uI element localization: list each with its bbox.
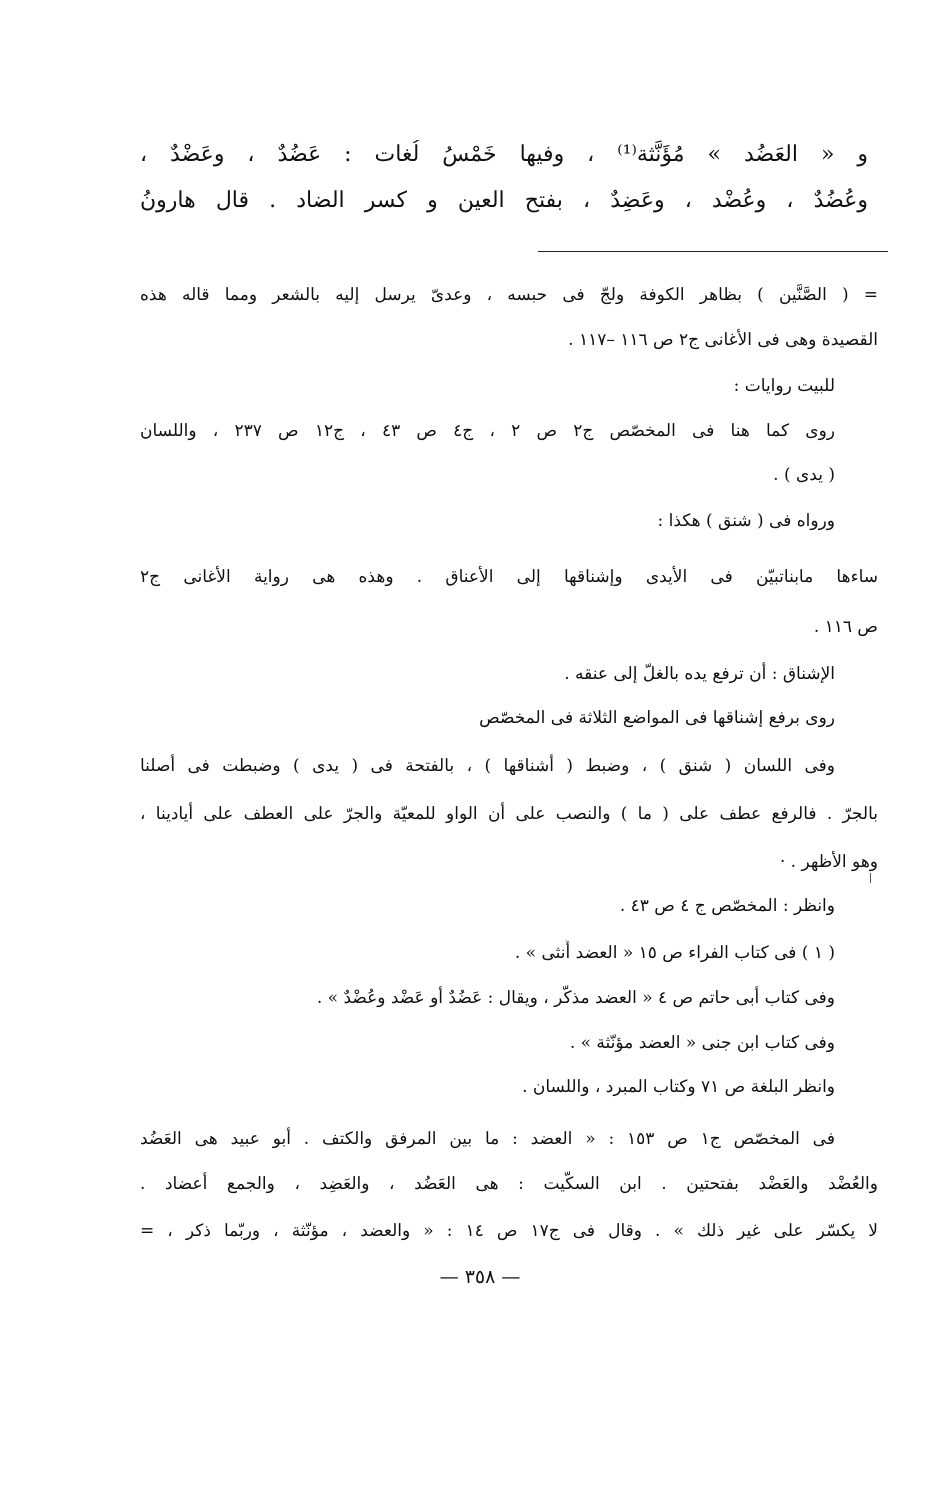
footnote-line-10: روى برفع إشناقها فى المواضع الثلاثة فى المخصّص bbox=[479, 708, 835, 728]
footnote-line-2: القصيدة وهى فى الأغانى ج٢ ص ١١٦ –١١٧ . bbox=[568, 330, 878, 350]
footnote-line-14: وانظر : المخصّص ج ٤ ص ٤٣ . bbox=[619, 896, 835, 916]
footnote-line-4: روى كما هنا فى المخصّص ج٢ ص ٢ ، ج٤ ص ٤٣ ، ج١٢ ص ٢٣٧ ، واللسان bbox=[140, 421, 835, 441]
footnote-line-7: ساءها مابناتبيّن فى الأيدى وإشناقها إلى الأعناق . وهذه هى رواية الأغانى ج٢ bbox=[140, 567, 878, 587]
footnote-line-5: ( يدى ) . bbox=[773, 465, 835, 485]
footnote-line-16: وفى كتاب أبى حاتم ص ٤ « العضد مذكّر ، ويقال : عَضُدٌ أو عَضْد وعُضْدٌ » . bbox=[316, 988, 835, 1008]
main-text-line-1: و « العَضُد » مُؤَنَّثة⁽¹⁾ ، وفيها خَمْسُ لُغات : عَضُدٌ ، وعَضْدٌ ، bbox=[140, 142, 868, 167]
footnote-line-6: ورواه فى ( شنق ) هكذا : bbox=[657, 511, 835, 531]
footnote-line-13: وهو الأظهر . · bbox=[779, 852, 878, 872]
footnote-line-12: بالجرّ . فالرفع عطف على ( ما ) والنصب على أن الواو للمعيّة والجرّ على العطف على أيادينا ، bbox=[140, 804, 878, 824]
page-number: — ٣٥٨ — bbox=[439, 1266, 521, 1288]
footnote-line-19: فى المخصّص ج١ ص ١٥٣ : « العضد : ما بين المرفق والكتف . أبو عبيد هى العَضُد bbox=[140, 1129, 835, 1149]
footnote-line-8: ص ١١٦ . bbox=[813, 617, 878, 637]
footnote-separator-rule bbox=[538, 251, 888, 252]
footnote-line-17: وفى كتاب ابن جنى « العضد مؤنّثة » . bbox=[569, 1033, 835, 1053]
footnote-line-20: والعُضْد والعَضْد بفتحتين . ابن السكّيت : هى العَضُد ، والعَضِد ، والجمع أعضاد . bbox=[140, 1174, 878, 1194]
footnote-line-15: ( ١ ) فى كتاب الفراء ص ١٥ « العضد أُنثى » . bbox=[514, 943, 835, 963]
margin-mark bbox=[870, 873, 874, 883]
footnote-line-1: = ( الصَّنَّين ) بظاهر الكوفة ولجّ فى حبسه ، وعدىّ يرسل إليه بالشعر ومما قاله هذه bbox=[140, 285, 878, 305]
footnote-line-18: وانظر البلغة ص ٧١ وكتاب المبرد ، واللسان . bbox=[522, 1077, 835, 1097]
footnote-line-11: وفى اللسان ( شنق ) ، وضبط ( أشناقها ) ، بالفتحة فى ( يدى ) وضبطت فى أصلنا bbox=[140, 756, 835, 776]
main-text-line-2: وعُضُدٌ ، وعُضْد ، وعَضِدٌ ، بفتح العين و كسر الضاد . قال هارونُ bbox=[140, 188, 868, 213]
footnote-line-3: للبيت روايات : bbox=[733, 376, 835, 396]
footnote-line-21: لا يكسّر على غير ذلك » . وقال فى ج١٧ ص ١٤ : « والعضد ، مؤنّثة ، وربّما ذكر ، = bbox=[140, 1221, 878, 1241]
footnote-line-9: الإشناق : أن ترفع يده بالغلّ إلى عنقه . bbox=[564, 664, 835, 684]
